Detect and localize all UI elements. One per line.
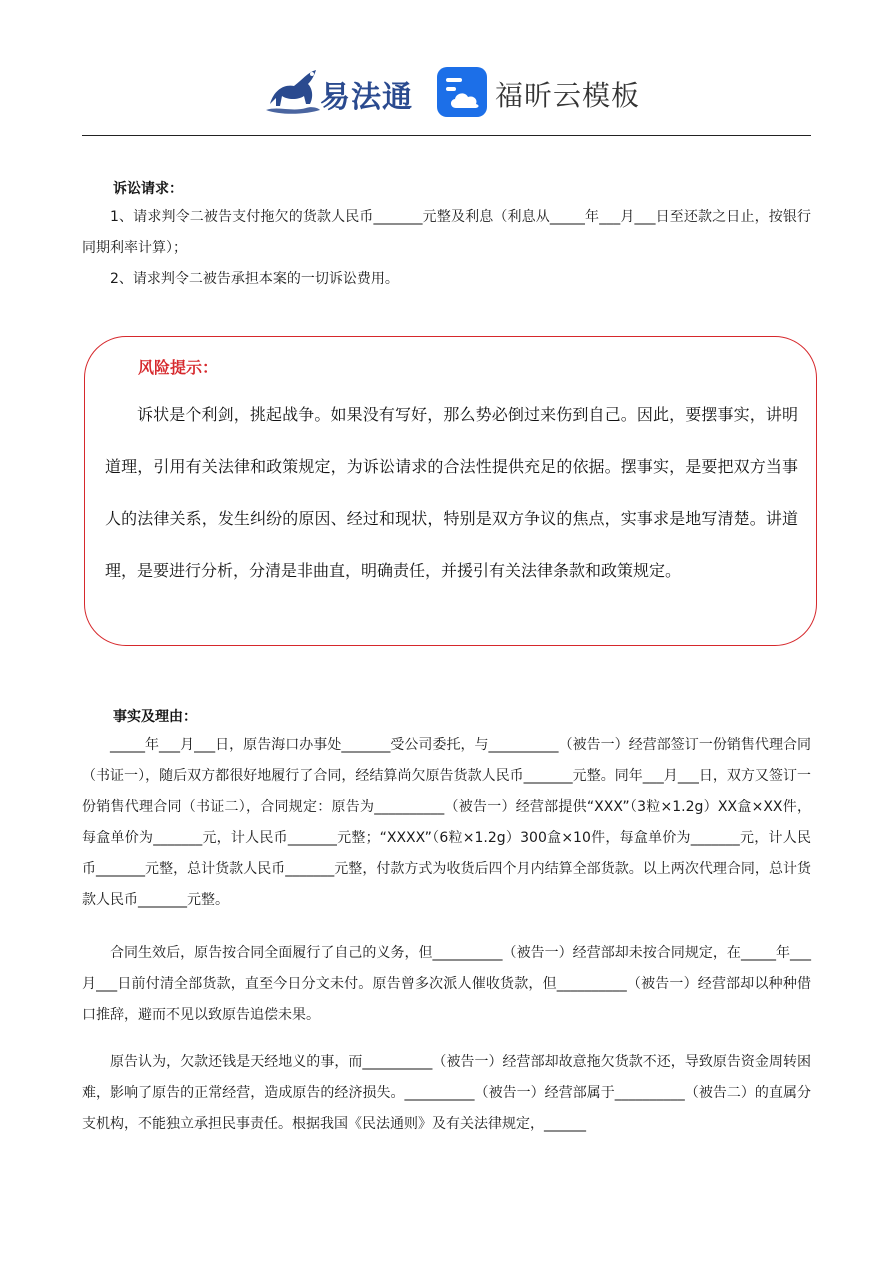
page-header [0, 58, 893, 128]
foxit-template-logo [436, 66, 641, 120]
yifatong-logo [262, 60, 422, 122]
facts-paragraph-1: _____年___月___日，原告海口办事处_______受公司委托，与__________（被告一）经营部签订一份销售代理合同（书证一），随后双方都很好地履行了合同，经结算尚欠原告货款人民币_______元整。同年___月___日，双方又签订一份销售代理合同（书证二），合同规定：原告为__________（被告一）经营部提供“XXX”（3粒×1.2g）XX盒×XX件，每盒单价为_______元，计人民币_______元整；“XXXX”（6粒×1.2g）300盒×10件，每盒单价为_______元，计人民币_______元整，总计货款人民币_______元整，付款方式为收货后四个月内结算全部货款。以上两次代理合同，总计货款人民币_______元整。 [82, 737, 811, 908]
facts-paragraph-3: 原告认为，欠款还钱是天经地义的事，而__________（被告一）经营部却故意拖欠货款不还，导致原告资金周转困难，影响了原告的正常经营，造成原告的经济损失。__________（被告一）经营部属于__________（被告二）的直属分支机构，不能独立承担民事责任。根据我国《民法通则》及有关法律规定，______ [82, 1054, 811, 1132]
yifatong-logo-text: 易法通 [320, 80, 413, 115]
risk-warning-text: 诉状是个利剑，挑起战争。如果没有写好，那么势必倒过来伤到自己。因此，要摆事实，讲明道理，引用有关法律和政策规定，为诉讼请求的合法性提供充足的依据。摆事实，是要把双方当事人的法律关系，发生纠纷的原因、经过和现状，特别是双方争议的焦点，实事求是地写清楚。讲道理，是要进行分析，分清是非曲直，明确责任，并援引有关法律条款和政策规定。 [105, 405, 798, 580]
facts-title: 事实及理由： [113, 709, 197, 725]
facts-paragraph-2: 合同生效后，原告按合同全面履行了自己的义务，但__________（被告一）经营部却未按合同规定，在_____年___月___日前付清全部货款，直至今日分文未付。原告曾多次派人催收货款，但__________（被告一）经营部却以种种借口推辞，避而不见以致原告追偿未果。 [82, 945, 811, 1023]
header-divider [82, 135, 811, 136]
foxit-template-logo-text: 福昕云模板 [495, 79, 641, 112]
foxit-cloud-icon [436, 66, 488, 118]
claims-title: 诉讼请求： [113, 181, 183, 197]
claim-item-1: 1、请求判令二被告支付拖欠的货款人民币_______元整及利息（利息从_____年___月___日至还款之日止，按银行同期利率计算）； [82, 209, 811, 256]
claim-item-2: 2、请求判令二被告承担本案的一切诉讼费用。 [110, 271, 399, 287]
risk-warning-box [84, 336, 817, 646]
risk-warning-title: 风险提示： [138, 358, 219, 377]
qilin-icon [262, 60, 324, 122]
